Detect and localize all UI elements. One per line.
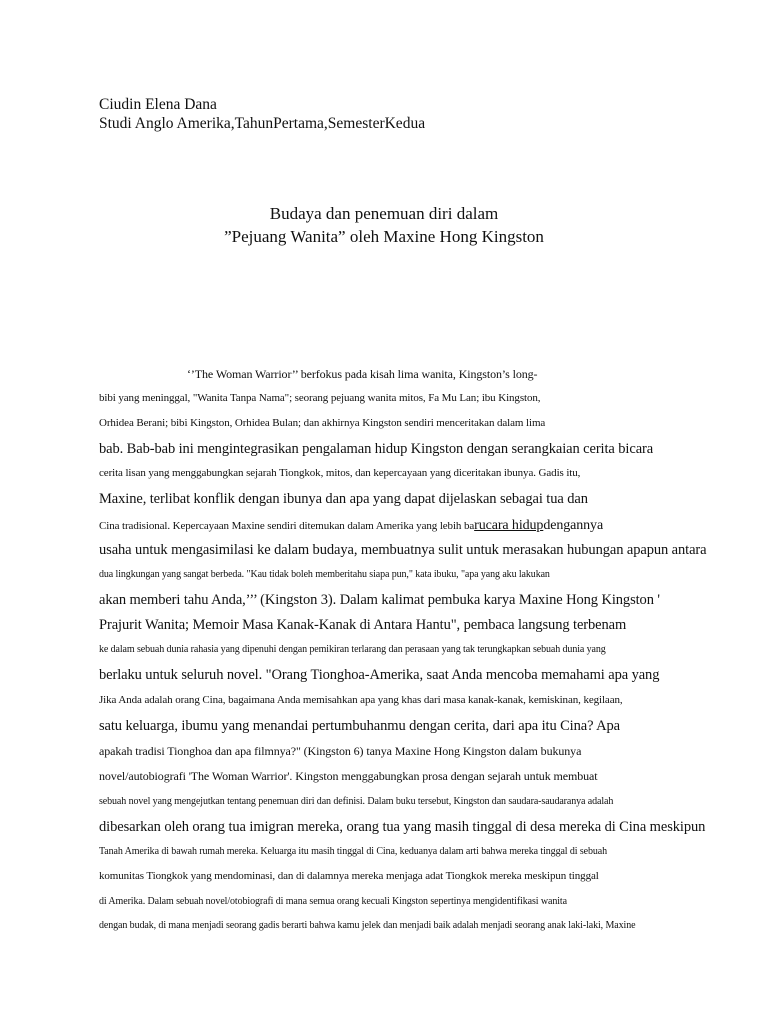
body-line: Prajurit Wanita; Memoir Masa Kanak-Kanak di Antara Hantu", pembaca langsung terbenam (99, 617, 627, 633)
body-line: ‘’The Woman Warrior’’ berfokus pada kisah lima wanita, Kingston’s long- (187, 367, 538, 381)
body-line: satu keluarga, ibumu yang menandai pertumbuhanmu dengan cerita, dari apa itu Cina? Apa (99, 718, 621, 734)
essay-title-line-2: ”Pejuang Wanita” oleh Maxine Hong Kingston (224, 227, 544, 246)
body-line: berlaku untuk seluruh novel. "Orang Tionghoa-Amerika, saat Anda mencoba memahami apa yang (99, 667, 660, 683)
author-program: Studi Anglo Amerika,TahunPertama,SemesterKedua (99, 115, 426, 132)
body-line: akan memberi tahu Anda,’’’ (Kingston 3). Dalam kalimat pembuka karya Maxine Hong Kingston ' (99, 592, 660, 608)
body-line: dua lingkungan yang sangat berbeda. "Kau tidak boleh memberitahu siapa pun," kata ibuku, "apa yang aku lakukan (99, 569, 550, 580)
body-text: Cina tradisional. Kepercayaan Maxine sendiri ditemukan dalam Amerika yang lebih ba (99, 520, 475, 532)
body-line: ke dalam sebuah dunia rahasia yang dipenuhi dengan pemikiran terlarang dan perasaan yang tak terungkapkan sebuah dunia yang (99, 644, 606, 655)
body-line: sebuah novel yang mengejutkan tentang penemuan diri dan definisi. Dalam buku tersebut, Kingston dan saudara-saudaranya adalah (99, 796, 614, 807)
essay-title-line-1: Budaya dan penemuan diri dalam (269, 204, 499, 223)
author-block (99, 95, 425, 133)
body-text: dengannya (543, 518, 604, 533)
body-line: di Amerika. Dalam sebuah novel/otobiografi di mana semua orang kecuali Kingston sepertinya mengidentifikasi wanita (99, 896, 567, 907)
body-line: Orhidea Berani; bibi Kingston, Orhidea Bulan; dan akhirnya Kingston sendiri menceritakan dalam lima (99, 417, 546, 429)
body-line-with-underline (99, 518, 603, 534)
body-line: apakah tradisi Tionghoa dan apa filmnya?" (Kingston 6) tanya Maxine Hong Kingston dalam bukunya (99, 744, 582, 758)
body-line: bab. Bab-bab ini mengintegrasikan pengalaman hidup Kingston dengan serangkaian cerita bicara (99, 441, 654, 457)
body-line: Jika Anda adalah orang Cina, bagaimana Anda memisahkan apa yang khas dari masa kanak-kanak, kemiskinan, kegilaan, (99, 694, 623, 706)
underlined-text: rucara hidup (474, 518, 544, 533)
body-line: Tanah Amerika di bawah rumah mereka. Keluarga itu masih tinggal di Cina, keduanya dalam arti bahwa mereka tinggal di sebuah (99, 846, 608, 857)
body-line: Maxine, terlibat konflik dengan ibunya dan apa yang dapat dijelaskan sebagai tua dan (99, 491, 588, 507)
essay-title (0, 202, 768, 248)
body-line: usaha untuk mengasimilasi ke dalam budaya, membuatnya sulit untuk merasakan hubungan apapun antara (99, 542, 707, 558)
author-name: Ciudin Elena Dana (99, 96, 217, 113)
body-line: dibesarkan oleh orang tua imigran mereka, orang tua yang masih tinggal di desa mereka di Cina meskipun (99, 819, 706, 835)
body-line: novel/autobiografi 'The Woman Warrior'. Kingston menggabungkan prosa dengan sejarah untuk membuat (99, 769, 598, 783)
body-line: komunitas Tiongkok yang mendominasi, dan di dalamnya mereka menjaga adat Tiongkok mereka meskipun tinggal (99, 870, 599, 882)
body-line: cerita lisan yang menggabungkan sejarah Tiongkok, mitos, dan kepercayaan yang diceritakan ibunya. Gadis itu, (99, 467, 581, 479)
body-line: bibi yang meninggal, "Wanita Tanpa Nama"; seorang pejuang wanita mitos, Fa Mu Lan; ibu Kingston, (99, 392, 541, 404)
body-line: dengan budak, di mana menjadi seorang gadis berarti bahwa kamu jelek dan menjadi baik adalah menjadi seorang anak laki-laki, Maxine (99, 920, 636, 931)
